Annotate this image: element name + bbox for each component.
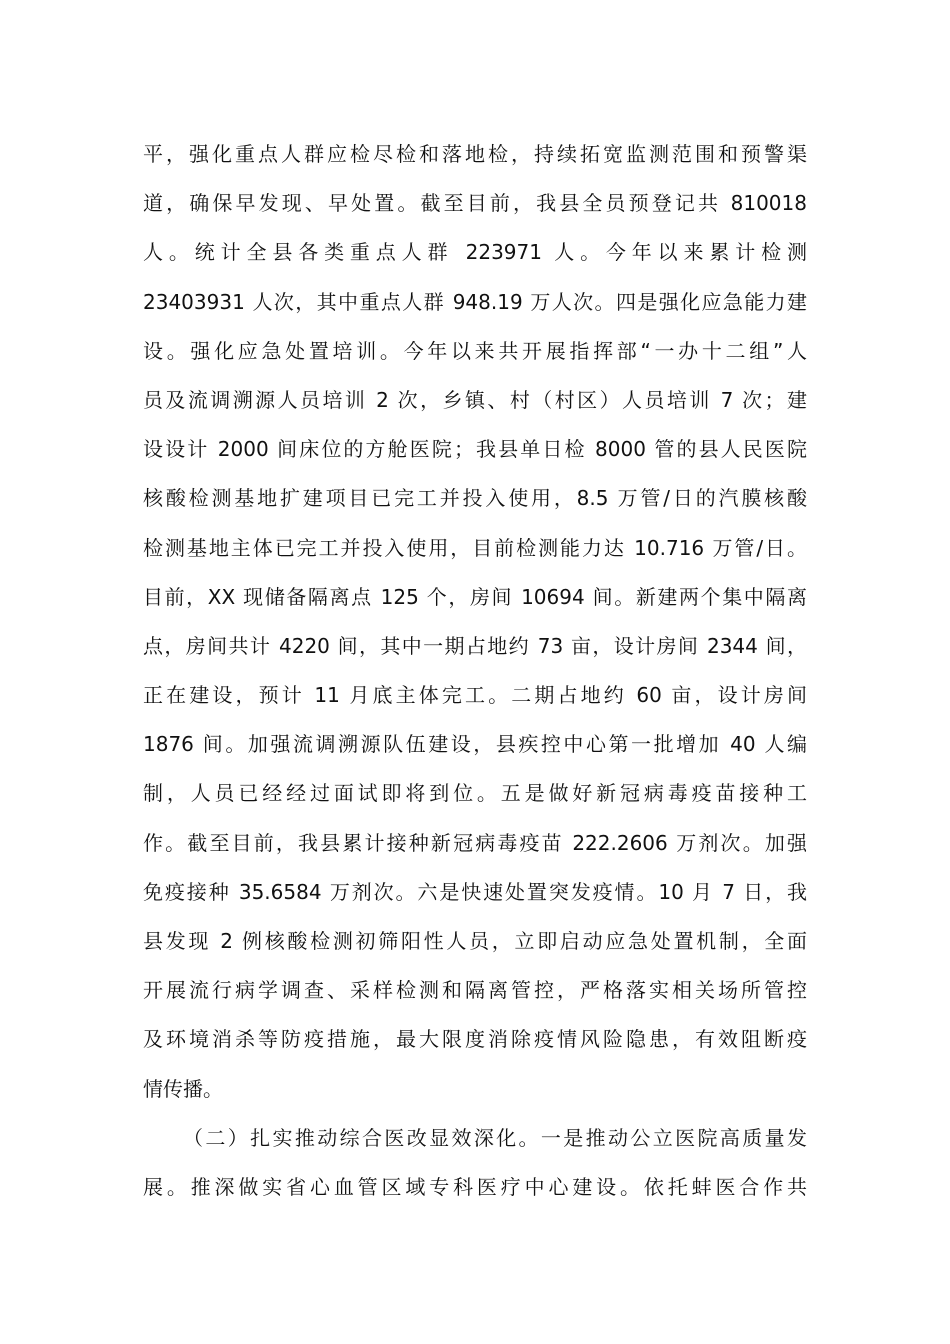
text-line: 开展流行病学调查、采样检测和隔离管控，严格落实相关场所管控 bbox=[143, 978, 807, 1003]
text-line: 道，确保早发现、早处置。截至目前，我县全员预登记共 810018 bbox=[143, 191, 807, 216]
paragraph-epidemic-prevention bbox=[143, 130, 807, 1114]
text-line: 县发现 2 例核酸检测初筛阳性人员，立即启动应急处置机制，全面 bbox=[143, 929, 807, 953]
text-line: 核酸检测基地扩建项目已完工并投入使用，8.5 万管/日的汽膜核酸 bbox=[143, 486, 807, 511]
section-heading-line: （二）扎实推动综合医改显效深化。一是推动公立医院高质量发 bbox=[183, 1125, 807, 1150]
text-line: 展。推深做实省心血管区域专科医疗中心建设。依托蚌医合作共 bbox=[143, 1174, 807, 1199]
text-line: 及环境消杀等防疫措施，最大限度消除疫情风险隐患，有效阻断疫 bbox=[143, 1027, 807, 1052]
text-line: 1876 间。加强流调溯源队伍建设，县疾控中心第一批增加 40 人编 bbox=[143, 732, 807, 757]
text-line: 点，房间共计 4220 间，其中一期占地约 73 亩，设计房间 2344 间， bbox=[143, 633, 807, 658]
text-line: 免疫接种 35.6584 万剂次。六是快速处置突发疫情。10 月 7 日，我 bbox=[143, 879, 807, 904]
text-line: 目前，XX 现储备隔离点 125 个，房间 10694 间。新建两个集中隔离 bbox=[143, 584, 807, 609]
text-line: 员及流调溯源人员培训 2 次，乡镇、村（村区）人员培训 7 次；建 bbox=[143, 387, 807, 412]
text-line: 正在建设，预计 11 月底主体完工。二期占地约 60 亩，设计房间 bbox=[143, 683, 807, 708]
text-line: 制，人员已经经过面试即将到位。五是做好新冠病毒疫苗接种工 bbox=[143, 781, 807, 806]
text-line: 设设计 2000 间床位的方舱医院；我县单日检 8000 管的县人民医院 bbox=[143, 437, 807, 462]
text-line: 检测基地主体已完工并投入使用，目前检测能力达 10.716 万管/日。 bbox=[143, 535, 807, 560]
text-line: 平，强化重点人群应检尽检和落地检，持续拓宽监测范围和预警渠 bbox=[143, 142, 807, 166]
document-body bbox=[143, 130, 807, 1212]
paragraph-medical-reform bbox=[143, 1114, 807, 1212]
text-line: 23403931 人次，其中重点人群 948.19 万人次。四是强化应急能力建 bbox=[143, 289, 807, 314]
text-line: 设。强化应急处置培训。今年以来共开展指挥部“一办十二组”人 bbox=[143, 338, 807, 363]
text-line: 人。统计全县各类重点人群 223971 人。今年以来累计检测 bbox=[143, 240, 807, 265]
text-line: 情传播。 bbox=[143, 1076, 223, 1101]
text-line: 作。截至目前，我县累计接种新冠病毒疫苗 222.2606 万剂次。加强 bbox=[143, 830, 807, 855]
